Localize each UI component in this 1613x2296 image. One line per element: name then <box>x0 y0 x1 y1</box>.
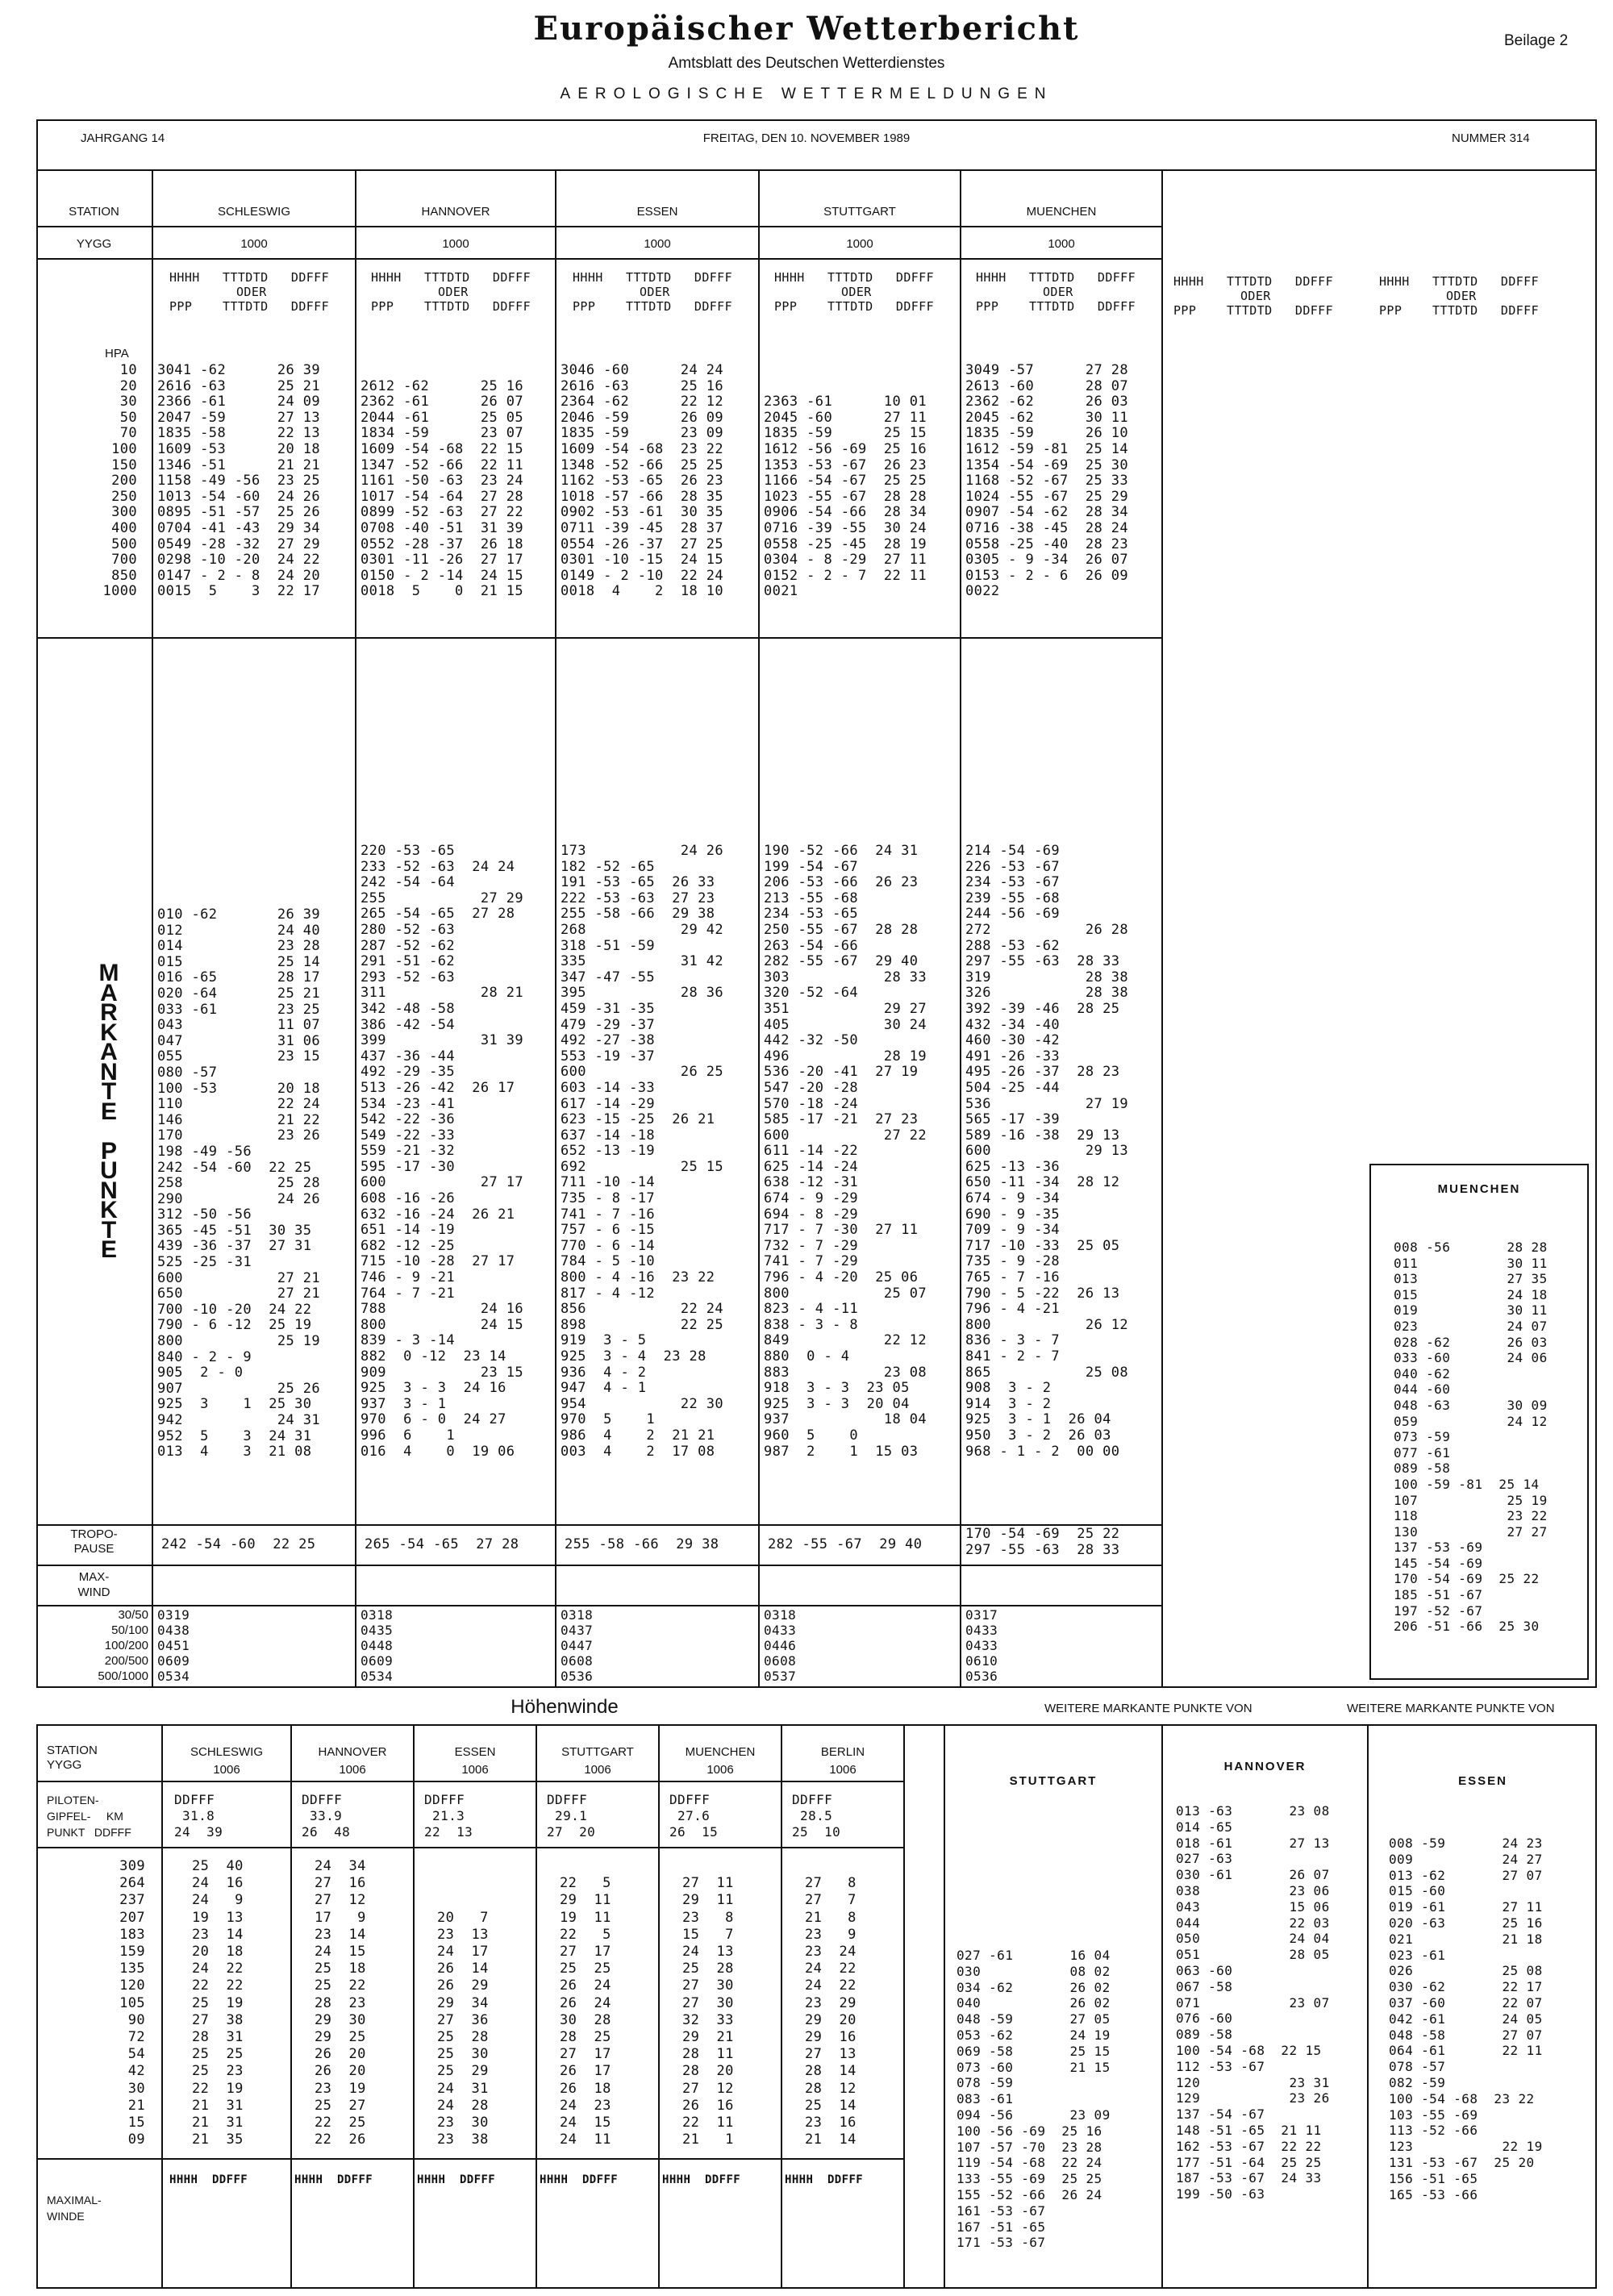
tropo-stuttgart: 282 -55 -67 29 40 <box>768 1536 923 1552</box>
colhead-bot-6: PPP TTTDTD DDFFF <box>1173 303 1334 318</box>
yygg-stuttgart: 1000 <box>846 237 873 251</box>
pressure-levels: 10 20 30 50 70 100 150 200 250 300 400 500 700 850 1000 <box>102 362 137 600</box>
std-data-essen: 3046 -60 24 24 2616 -63 25 16 2364 -62 22 12 2046 -59 26 09 1835 -59 23 09 1609 -54 -68 23 22 1348 -52 -66 25 25 1162 -53 -65 26 23 1018 -57 -66 28 35 0902 -53 -61 30 35 0711 -39 -45 28 37 0554 -26 -37 27 25 0301 -10 -15 24 15 0149 - 2 -10 22 24 0018 4 2 18 10 <box>561 362 724 600</box>
markante-punkte-label: M A R K A N T E P U N K T E <box>98 960 119 1263</box>
shear-schleswig: 0319 0438 0451 0609 0534 <box>157 1607 190 1684</box>
std-data-stuttgart: 2363 -61 10 01 2045 -60 27 11 1835 -59 25 15 1612 -56 -69 25 16 1353 -53 -67 26 23 1166 -54 -67 25 25 1023 -55 -67 28 28 0906 -54 -66 28 34 0716 -39 -55 30 24 0558 -25 -45 28 19 0304 - 8 -29 27 11 0152 - 2 - 7 22 11 0021 <box>764 394 927 600</box>
station-stuttgart: STUTTGART <box>823 205 896 219</box>
hw-pilot-muenchen: DDFFF 27.6 26 15 <box>669 1792 719 1840</box>
maxwind-label: MAX- WIND <box>77 1570 110 1599</box>
weitere-title-2: WEITERE MARKANTE PUNKTE VON <box>1347 1702 1555 1715</box>
hw-station-essen: ESSEN <box>454 1745 496 1759</box>
section-title: AEROLOGISCHE WETTERMELDUNGEN <box>560 85 1053 102</box>
hoehenwinde-title: Höhenwinde <box>511 1696 619 1718</box>
weitere-title-1: WEITERE MARKANTE PUNKTE VON <box>1044 1702 1252 1715</box>
shear-stuttgart: 0318 0433 0446 0608 0537 <box>764 1607 797 1684</box>
colhead-top-4: HHHH TTTDTD DDFFF <box>774 270 935 285</box>
colhead-top-5: HHHH TTTDTD DDFFF <box>976 270 1136 285</box>
tropo-schleswig: 242 -54 -60 22 25 <box>161 1536 316 1552</box>
shear-muenchen: 0317 0433 0433 0610 0536 <box>965 1607 998 1684</box>
hw-pilot-essen: DDFFF 21.3 22 13 <box>424 1792 473 1840</box>
std-data-hannover: 2612 -62 25 16 2362 -61 26 07 2044 -61 25 05 1834 -59 23 07 1609 -54 -68 22 15 1347 -52 -66 22 11 1161 -50 -63 23 24 1017 -54 -64 27 28 0899 -52 -63 27 22 0708 -40 -51 31 39 0552 -28 -37 26 18 0301 -11 -26 27 17 0150 - 2 -14 24 15 0018 5 0 21 15 <box>361 377 524 600</box>
colhead-mid-2: ODER <box>438 285 469 299</box>
hpa-label: HPA <box>105 347 129 360</box>
colhead-top-6: HHHH TTTDTD DDFFF <box>1173 274 1334 289</box>
tropo-muenchen: 170 -54 -69 25 22 297 -55 -63 28 33 <box>965 1526 1120 1558</box>
hw-maxwind-head-hannover: HHHH DDFFF <box>294 2173 373 2186</box>
muenchen-extra-title: MUENCHEN <box>1437 1182 1521 1196</box>
weitere-hannover-rows: 013 -63 23 08 014 -65 018 -61 27 13 027 -63 030 -61 26 07 038 23 06 043 15 06 044 22 03 050 24 04 051 28 05 063 -60 067 -58 071 23 07 076 -60 089 -58 100 -54 -68 22 15 112 -53 -67 120 23 31 129 23 26 137 -54 -67 148 -51 -65 21 11 162 -53 -67 22 22 177 -51 -64 25 25 187 -53 -67 24 33 199 -50 -63 <box>1176 1803 1330 2202</box>
shear-essen: 0318 0437 0447 0608 0536 <box>561 1607 594 1684</box>
hw-station-muenchen: MUENCHEN <box>685 1745 756 1759</box>
colhead-mid-4: ODER <box>841 285 872 299</box>
colhead-mid-3: ODER <box>640 285 670 299</box>
hw-col-berlin: 27 8 27 7 21 8 23 9 23 24 24 22 24 22 23 29 29 20 29 16 27 13 28 14 28 12 25 14 23 16 21 14 <box>805 1875 857 2148</box>
tropo-hannover: 265 -54 -65 27 28 <box>365 1536 519 1552</box>
colhead-top-7: HHHH TTTDTD DDFFF <box>1379 274 1540 289</box>
colhead-top-3: HHHH TTTDTD DDFFF <box>573 270 733 285</box>
markante-essen: 173 24 26 182 -52 -65 191 -53 -65 26 33 222 -53 -63 27 23 255 -58 -66 29 38 268 29 42 318 -51 -59 335 31 42 347 -47 -55 395 28 36 459 -31 -35 479 -29 -37 492 -27 -38 553 -19 -37 600 26 25 603 -14 -33 617 -14 -29 623 -15 -25 26 21 637 -14 -18 652 -13 -19 692 25 15 711 -10 -14 735 - 8 -17 741 - 7 -16 757 - 6 -15 770 - 6 -14 784 - 5 -10 800 - 4 -16 23 22 817 - 4 -12 856 22 24 898 22 25 919 3 - 5 925 3 - 4 23 28 936 4 - 2 947 4 - 1 954 22 30 970 5 1 986 4 2 21 21 003 4 2 17 08 <box>561 843 724 1460</box>
hw-maxwind-head-stuttgart: HHHH DDFFF <box>540 2173 619 2186</box>
hw-station-label: STATION YYGG <box>47 1744 98 1772</box>
shear-labels: 30/50 50/100 100/200 200/500 500/1000 <box>98 1608 148 1683</box>
weitere-hannover-title: HANNOVER <box>1223 1760 1307 1773</box>
colhead-mid-6: ODER <box>1240 289 1271 303</box>
hw-station-stuttgart: STUTTGART <box>561 1745 634 1759</box>
weitere-stuttgart-rows: 027 -61 16 04 030 08 02 034 -62 26 02 040 26 02 048 -59 27 05 053 -62 24 19 069 -58 25 15 073 -60 21 15 078 -59 083 -61 094 -56 23 09 100 -56 -69 25 16 107 -57 -70 23 28 119 -54 -68 22 24 133 -55 -69 25 25 155 -52 -66 26 24 161 -53 -67 167 -51 -65 171 -53 -67 <box>957 1948 1111 2251</box>
hw-maxwind-head-berlin: HHHH DDFFF <box>785 2173 864 2186</box>
document-subtitle: Amtsblatt des Deutschen Wetterdienstes <box>668 55 945 72</box>
tropopause-label: TROPO- PAUSE <box>70 1527 118 1556</box>
colhead-bot-4: PPP TTTDTD DDFFF <box>774 299 935 314</box>
hw-col-muenchen: 27 11 29 11 23 8 15 7 24 13 25 28 27 30 27 30 32 33 29 21 28 11 28 20 27 12 26 16 22 11 21 1 <box>682 1875 734 2148</box>
hw-pilot-hannover: DDFFF 33.9 26 48 <box>302 1792 351 1840</box>
colhead-bot-5: PPP TTTDTD DDFFF <box>976 299 1136 314</box>
document-title: Europäischer Wetterbericht <box>533 10 1080 48</box>
std-data-schleswig: 3041 -62 26 39 2616 -63 25 21 2366 -61 24 09 2047 -59 27 13 1835 -58 22 13 1609 -53 20 18 1346 -51 21 21 1158 -49 -56 23 25 1013 -54 -60 24 26 0895 -51 -57 25 26 0704 -41 -43 29 34 0549 -28 -32 27 29 0298 -10 -20 24 22 0147 - 2 - 8 24 20 0015 5 3 22 17 <box>157 362 321 600</box>
colhead-mid-5: ODER <box>1043 285 1073 299</box>
station-label: STATION <box>69 205 119 219</box>
colhead-mid-7: ODER <box>1446 289 1477 303</box>
hw-pilot-stuttgart: DDFFF 29.1 27 20 <box>547 1792 596 1840</box>
hw-pilot-label: PILOTEN- GIPFEL- KM PUNKT DDFFF <box>47 1794 131 1839</box>
hw-station-hannover: HANNOVER <box>318 1745 387 1759</box>
markante-schleswig: 010 -62 26 39 012 24 40 014 23 28 015 25 14 016 -65 28 17 020 -64 25 21 033 -61 23 25 043 11 07 047 31 06 055 23 15 080 -57 100 -53 20 18 110 22 24 146 21 22 170 23 26 198 -49 -56 242 -54 -60 22 25 258 25 28 290 24 26 312 -50 -56 365 -45 -51 30 35 439 -36 -37 27 31 525 -25 -31 600 27 21 650 27 21 700 -10 -20 24 22 790 - 6 -12 25 19 800 25 19 840 - 2 - 9 905 2 - 0 907 25 26 925 3 1 25 30 942 24 31 952 5 3 24 31 013 4 3 21 08 <box>157 906 321 1461</box>
beilage-label: Beilage 2 <box>1504 32 1569 49</box>
yygg-hannover: 1000 <box>442 237 469 251</box>
station-schleswig: SCHLESWIG <box>217 205 290 219</box>
jahrgang: JAHRGANG 14 <box>81 131 165 145</box>
weitere-essen-title: ESSEN <box>1458 1774 1507 1788</box>
markante-hannover: 220 -53 -65 233 -52 -63 24 24 242 -54 -64 255 27 29 265 -54 -65 27 28 280 -52 -63 287 -52 -62 291 -51 -62 293 -52 -63 311 28 21 342 -48 -58 386 -42 -54 399 31 39 437 -36 -44 492 -29 -35 513 -26 -42 26 17 534 -23 -41 542 -22 -36 549 -22 -33 559 -21 -32 595 -17 -30 600 27 17 608 -16 -26 632 -16 -24 26 21 651 -14 -19 682 -12 -25 715 -10 -28 27 17 746 - 9 -21 764 - 7 -21 788 24 16 800 24 15 839 - 3 -14 882 0 -12 23 14 909 23 15 925 3 - 3 24 16 937 3 - 1 970 6 - 0 24 27 996 6 1 016 4 0 19 06 <box>361 843 524 1460</box>
station-essen: ESSEN <box>636 205 678 219</box>
issue-number: NUMMER 314 <box>1452 131 1530 145</box>
colhead-top-2: HHHH TTTDTD DDFFF <box>371 270 531 285</box>
weitere-essen-rows: 008 -59 24 23 009 24 27 013 -62 27 07 015 -60 019 -61 27 11 020 -63 25 16 021 21 18 023 -61 026 25 08 030 -62 22 17 037 -60 22 07 042 -61 24 05 048 -58 27 07 064 -61 22 11 078 -57 082 -59 100 -54 -68 23 22 103 -55 -69 113 -52 -66 123 22 19 131 -53 -67 25 20 156 -51 -65 165 -53 -66 <box>1389 1836 1543 2202</box>
std-data-muenchen: 3049 -57 27 28 2613 -60 28 07 2362 -62 26 03 2045 -62 30 11 1835 -59 26 10 1612 -59 -81 25 14 1354 -54 -69 25 30 1168 -52 -67 25 33 1024 -55 -67 25 29 0907 -54 -62 28 34 0716 -38 -45 28 24 0558 -25 -40 28 23 0305 - 9 -34 26 07 0153 - 2 - 6 26 09 0022 <box>965 362 1129 600</box>
station-muenchen: MUENCHEN <box>1026 205 1097 219</box>
colhead-bot-7: PPP TTTDTD DDFFF <box>1379 303 1540 318</box>
hw-col-hannover: 24 34 27 16 27 12 17 9 23 14 24 15 25 18 25 22 28 23 29 30 29 25 26 20 26 20 23 19 25 27 22 25 22 26 <box>315 1858 366 2148</box>
hw-station-berlin: BERLIN <box>820 1745 865 1759</box>
hw-pilot-berlin: DDFFF 28.5 25 10 <box>792 1792 841 1840</box>
hw-col-schleswig: 25 40 24 16 24 9 19 13 23 14 20 18 24 22 22 22 25 19 27 38 28 31 25 25 25 23 22 19 21 31 21 31 21 35 <box>192 1858 244 2148</box>
yygg-muenchen: 1000 <box>1048 237 1075 251</box>
shear-hannover: 0318 0435 0448 0609 0534 <box>361 1607 394 1684</box>
yygg-schleswig: 1000 <box>240 237 268 251</box>
hw-maxwind-head-schleswig: HHHH DDFFF <box>169 2173 248 2186</box>
hw-yygg-hannover: 1006 <box>339 1763 366 1777</box>
hw-maxwind-label: MAXIMAL- WINDE <box>47 2194 102 2223</box>
hw-yygg-berlin: 1006 <box>829 1763 857 1777</box>
hw-col-essen: 20 7 23 13 24 17 26 14 26 29 29 34 27 36 25 28 25 30 25 29 24 31 24 28 23 30 23 38 <box>437 1909 489 2148</box>
hw-station-schleswig: SCHLESWIG <box>190 1745 263 1759</box>
hw-yygg-stuttgart: 1006 <box>584 1763 611 1777</box>
issue-date: FREITAG, DEN 10. NOVEMBER 1989 <box>702 131 911 145</box>
hw-yygg-schleswig: 1006 <box>213 1763 240 1777</box>
colhead-bot-3: PPP TTTDTD DDFFF <box>573 299 733 314</box>
colhead-top-1: HHHH TTTDTD DDFFF <box>169 270 330 285</box>
hw-maxwind-head-essen: HHHH DDFFF <box>417 2173 496 2186</box>
hw-col-stuttgart: 22 5 29 11 19 11 22 5 27 17 25 25 26 24 26 24 30 28 28 25 27 17 26 17 26 18 24 23 24 15 24 11 <box>560 1875 611 2148</box>
yygg-label: YYGG <box>76 237 112 251</box>
hw-maxwind-head-muenchen: HHHH DDFFF <box>662 2173 741 2186</box>
markante-muenchen: 214 -54 -69 226 -53 -67 234 -53 -67 239 -55 -68 244 -56 -69 272 26 28 288 -53 -62 297 -55 -63 28 33 319 28 38 326 28 38 392 -39 -46 28 25 432 -34 -40 460 -30 -42 491 -26 -33 495 -26 -37 28 23 504 -25 -44 536 27 19 565 -17 -39 589 -16 -38 29 13 600 29 13 625 -13 -36 650 -11 -34 28 12 674 - 9 -34 690 - 9 -35 709 - 9 -34 717 -10 -33 25 05 735 - 9 -28 765 - 7 -16 790 - 5 -22 26 13 796 - 4 -21 800 26 12 836 - 3 - 7 841 - 2 - 7 865 25 08 908 3 - 2 914 3 - 2 925 3 - 1 26 04 950 3 - 2 26 03 968 - 1 - 2 00 00 <box>965 843 1129 1460</box>
hw-levels: 309 264 237 207 183 159 135 120 105 90 72 54 42 30 21 15 09 <box>119 1858 145 2148</box>
hw-pilot-schleswig: DDFFF 31.8 24 39 <box>174 1792 223 1840</box>
colhead-mid-1: ODER <box>236 285 267 299</box>
hw-yygg-muenchen: 1006 <box>706 1763 734 1777</box>
hw-yygg-essen: 1006 <box>461 1763 489 1777</box>
markante-stuttgart: 190 -52 -66 24 31 199 -54 -67 206 -53 -66 26 23 213 -55 -68 234 -53 -65 250 -55 -67 28 28 263 -54 -66 282 -55 -67 29 40 303 28 33 320 -52 -64 351 29 27 405 30 24 442 -32 -50 496 28 19 536 -20 -41 27 19 547 -20 -28 570 -18 -24 585 -17 -21 27 23 600 27 22 611 -14 -22 625 -14 -24 638 -12 -31 674 - 9 -29 694 - 8 -29 717 - 7 -30 27 11 732 - 7 -29 741 - 7 -29 796 - 4 -20 25 06 800 25 07 823 - 4 -11 838 - 3 - 8 849 22 12 880 0 - 4 883 23 08 918 3 - 3 23 05 925 3 - 3 20 04 937 18 04 960 5 0 987 2 1 15 03 <box>764 843 927 1460</box>
tropo-essen: 255 -58 -66 29 38 <box>565 1536 719 1552</box>
weitere-stuttgart-title: STUTTGART <box>1009 1774 1098 1788</box>
yygg-essen: 1000 <box>644 237 671 251</box>
station-hannover: HANNOVER <box>421 205 490 219</box>
colhead-bot-1: PPP TTTDTD DDFFF <box>169 299 330 314</box>
colhead-bot-2: PPP TTTDTD DDFFF <box>371 299 531 314</box>
muenchen-extra-rows: 008 -56 28 28 011 30 11 013 27 35 015 24 18 019 30 11 023 24 07 028 -62 26 03 033 -60 24 06 040 -62 044 -60 048 -63 30 09 059 24 12 073 -59 077 -61 089 -58 100 -59 -81 25 14 107 25 19 118 23 22 130 27 27 137 -53 -69 145 -54 -69 170 -54 -69 25 22 185 -51 -67 197 -52 -67 206 -51 -66 25 30 <box>1394 1240 1548 1635</box>
